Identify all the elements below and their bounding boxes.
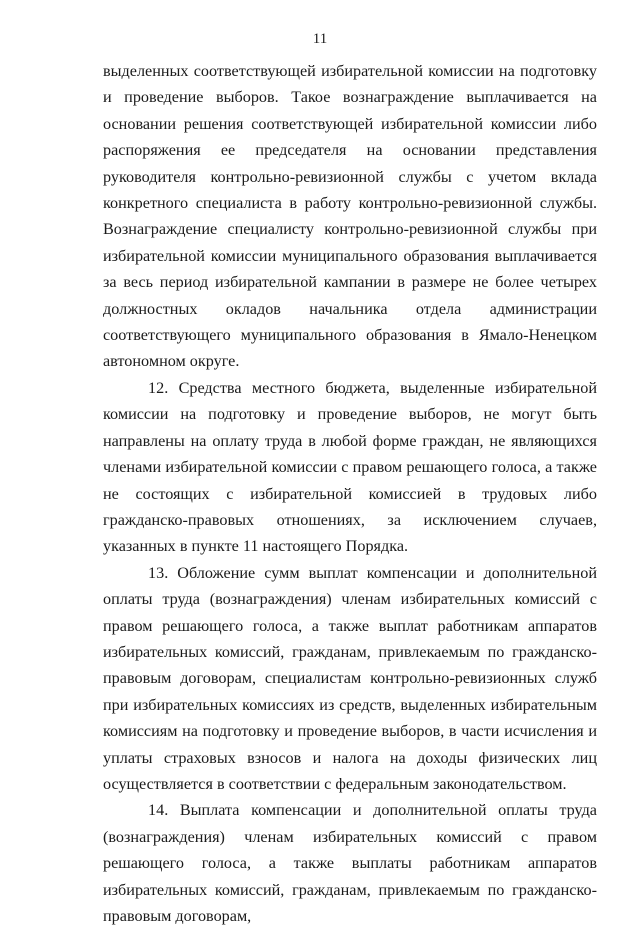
page-number: 11 bbox=[312, 31, 328, 47]
paragraph-item-12: 12. Средства местного бюджета, выделенные избирательной комиссии на подготовку и проведение выборов, не могут быть направлены на оплату труда в любой форме граждан, не являющихся членами избирательной комиссии с правом решающего голоса, а также не состоящих с избирательной комиссией в трудовых либо гражданско-правовых отношениях, за исключением случаев, указанных в пункте 11 настоящего Порядка. bbox=[103, 378, 597, 556]
paragraph-continuation: выделенных соответствующей избирательной комиссии на подготовку и проведение выборов. Такое вознаграждение выплачивается на основании решения соответствующей избирательной комиссии либо распоряжения ее председателя на основании представления руководителя контрольно-ревизионной службы с учетом вклада конкретного специалиста в работу контрольно-ревизионной службы. Вознаграждение специалисту контрольно-ревизионной службы при избирательной комиссии муниципального образования выплачивается за весь период избирательной кампании в размере не более четырех должностных окладов начальника отдела администрации соответствующего муниципального образования в Ямало-Ненецком автономном округе. bbox=[103, 62, 597, 371]
paragraph-item-13: 13. Обложение сумм выплат компенсации и дополнительной оплаты труда (вознаграждения) членам избирательных комиссий с правом решающего голоса, а также выплат работникам аппаратов избирательных комиссий, гражданам, привлекаемым по гражданско-правовым договорам, специалистам контрольно-ревизионных служб при избирательных комиссиях из средств, выделенных избирательным комиссиям на подготовку и проведение выборов, в части исчисления и уплаты страховых взносов и налога на доходы физических лиц осуществляется в соответствии с федеральным законодательством. bbox=[103, 563, 597, 793]
paragraph-item-14: 14. Выплата компенсации и дополнительной оплаты труда (вознаграждения) членам избирательных комиссий с правом решающего голоса, а также выплаты работникам аппаратов избирательных комиссий, гражданам, привлекаемым по гражданско-правовым договорам, bbox=[103, 801, 597, 925]
document-body bbox=[103, 58, 597, 929]
